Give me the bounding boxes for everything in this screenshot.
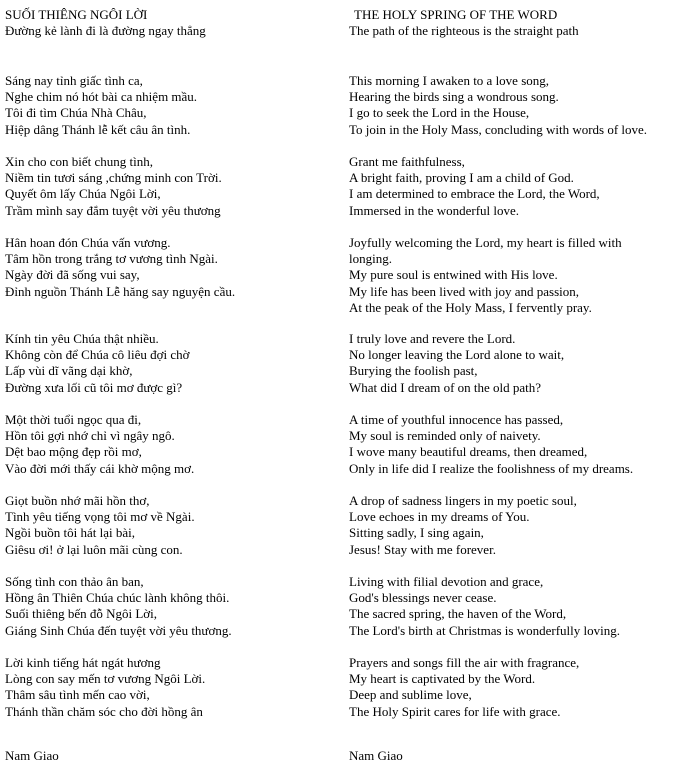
poem-line: I wove many beautiful dreams, then dreamed, (349, 444, 588, 460)
poem-line: At the peak of the Holy Mass, I fervently pray. (349, 299, 592, 315)
stanza (5, 331, 335, 396)
poem-line: My soul is reminded only of naivety. (349, 428, 541, 444)
poem-line: My life has been lived with joy and passion, (349, 283, 579, 299)
author-english: Nam Giao (349, 748, 403, 763)
poem-line: Xin cho con biết chung tình, (5, 154, 154, 169)
poem-line: Hiệp dâng Thánh lễ kết câu ân tình. (5, 121, 191, 137)
poem-line: Ngồi buồn tôi hát lại bài, (5, 525, 135, 541)
stanza (349, 412, 679, 477)
poem-line: Tình yêu tiếng vọng tôi mơ về Ngài. (5, 509, 195, 525)
poem-line: The Lord's birth at Christmas is wonderfully loving. (349, 622, 620, 638)
poem-line: Đỉnh nguồn Thánh Lễ hăng say nguyện cầu. (5, 283, 236, 299)
poem-line: God's blessings never cease. (349, 590, 497, 606)
poem-line: Giọt buồn nhớ mãi hồn thơ, (5, 493, 150, 508)
poem-title-vietnamese: SUỐI THIÊNG NGÔI LỜI (5, 7, 148, 22)
poem-line: Joyfully welcoming the Lord, my heart is filled with (349, 235, 622, 250)
poem-line: Deep and sublime love, (349, 687, 472, 703)
poem-line: Burying the foolish past, (349, 363, 478, 379)
poem-title-english: THE HOLY SPRING OF THE WORD (354, 7, 558, 22)
poem-line: This morning I awaken to a love song, (349, 73, 550, 88)
stanza (349, 235, 679, 316)
poem-line: My heart is captivated by the Word. (349, 671, 536, 687)
poem-line: Niềm tin tươi sáng ,chứng minh con Trời. (5, 170, 222, 186)
poem-line: The sacred spring, the haven of the Word, (349, 606, 567, 622)
stanza (5, 412, 335, 477)
poem-line: Hearing the birds sing a wondrous song. (349, 89, 559, 105)
stanza (5, 235, 335, 300)
poem-line: Sáng nay tỉnh giấc tình ca, (5, 73, 143, 88)
poem-line: Grant me faithfulness, (349, 154, 465, 169)
poem-line: Lấp vùi dĩ vãng dại khờ, (5, 363, 133, 379)
poem-line: Đường xưa lối cũ tôi mơ được gì? (5, 379, 183, 395)
poem-subtitle-vietnamese: Đường kẻ lành đi là đường ngay thẳng (5, 23, 206, 38)
poem-line: Suối thiêng bến đỗ Ngôi Lời, (5, 606, 158, 622)
poem-line: Không còn để Chúa cô liêu đợi chờ (5, 347, 190, 363)
poem-line: Tâm hồn trong trắng tơ vương tình Ngài. (5, 251, 218, 267)
stanza (349, 493, 679, 558)
poem-line: A bright faith, proving I am a child of God. (349, 170, 574, 186)
poem-line: Giáng Sinh Chúa đến tuyệt vời yêu thương. (5, 622, 232, 638)
poem-line: Dệt bao mộng đẹp rồi mơ, (5, 444, 142, 460)
stanza (5, 154, 335, 219)
poem-line: Thánh thần chăm sóc cho đời hồng ân (5, 703, 203, 719)
poem-line: Nghe chim nó hót bài ca nhiệm mầu. (5, 89, 198, 105)
poem-line: Lời kinh tiếng hát ngát hương (5, 655, 161, 670)
poem-line: Immersed in the wonderful love. (349, 202, 520, 218)
poem-line: A drop of sadness lingers in my poetic soul, (349, 493, 577, 508)
author-vietnamese: Nam Giao (5, 748, 59, 763)
stanza (5, 493, 335, 558)
stanza (349, 574, 679, 639)
poem-line: Giêsu ơi! ở lại luôn mãi cùng con. (5, 541, 183, 557)
poem-line: Hồng ân Thiên Chúa chúc lành không thôi. (5, 590, 230, 606)
stanza (349, 655, 679, 720)
poem-line: I truly love and revere the Lord. (349, 331, 516, 346)
poem-line: Love echoes in my dreams of You. (349, 509, 530, 525)
poem-line: To join in the Holy Mass, concluding with words of love. (349, 121, 648, 137)
poem-line: Sitting sadly, I sing again, (349, 525, 484, 541)
poem-line: The Holy Spirit cares for life with grace. (349, 703, 561, 719)
stanza (5, 73, 335, 138)
poem-line: Hồn tôi gợi nhớ chỉ vì ngây ngô. (5, 428, 175, 444)
poem-line: Vào đời mới thấy cái khờ mộng mơ. (5, 460, 195, 476)
poem-line: No longer leaving the Lord alone to wait, (349, 347, 565, 363)
stanza (349, 331, 679, 396)
poem-subtitle-english: The path of the righteous is the straight path (349, 23, 579, 38)
poem-line: Living with filial devotion and grace, (349, 574, 544, 589)
poem-line: Trầm mình say đắm tuyệt vời yêu thương (5, 202, 221, 218)
poem-line: My pure soul is entwined with His love. (349, 267, 558, 283)
poem-line: Kính tin yêu Chúa thật nhiều. (5, 331, 159, 346)
poem-line: Thâm sâu tình mến cao vời, (5, 687, 150, 703)
poem-line: Jesus! Stay with me forever. (349, 541, 496, 557)
stanza (5, 655, 335, 720)
poem-line: Lòng con say mến tơ vương Ngôi Lời. (5, 671, 206, 687)
poem-line: Hân hoan đón Chúa vấn vương. (5, 235, 171, 250)
poem-line: Ngày đời đã sống vui say, (5, 267, 140, 283)
stanza (5, 574, 335, 639)
poem-line: Only in life did I realize the foolishness of my dreams. (349, 460, 634, 476)
poem-line: I am determined to embrace the Lord, the Word, (349, 186, 600, 202)
poem-line: Sống tình con thảo ân ban, (5, 574, 144, 589)
stanza (349, 154, 679, 219)
poem-line: Quyết ôm lấy Chúa Ngôi Lời, (5, 186, 161, 202)
poem-line: A time of youthful innocence has passed, (349, 412, 564, 427)
poem-line: I go to seek the Lord in the House, (349, 105, 530, 121)
poem-line: Một thời tuổi ngọc qua đi, (5, 412, 142, 427)
stanza (349, 73, 679, 138)
poem-line: Tôi đi tìm Chúa Nhà Châu, (5, 105, 147, 121)
poem-line: What did I dream of on the old path? (349, 379, 542, 395)
poem-line: longing. (349, 251, 392, 267)
poem-line: Prayers and songs fill the air with fragrance, (349, 655, 580, 670)
